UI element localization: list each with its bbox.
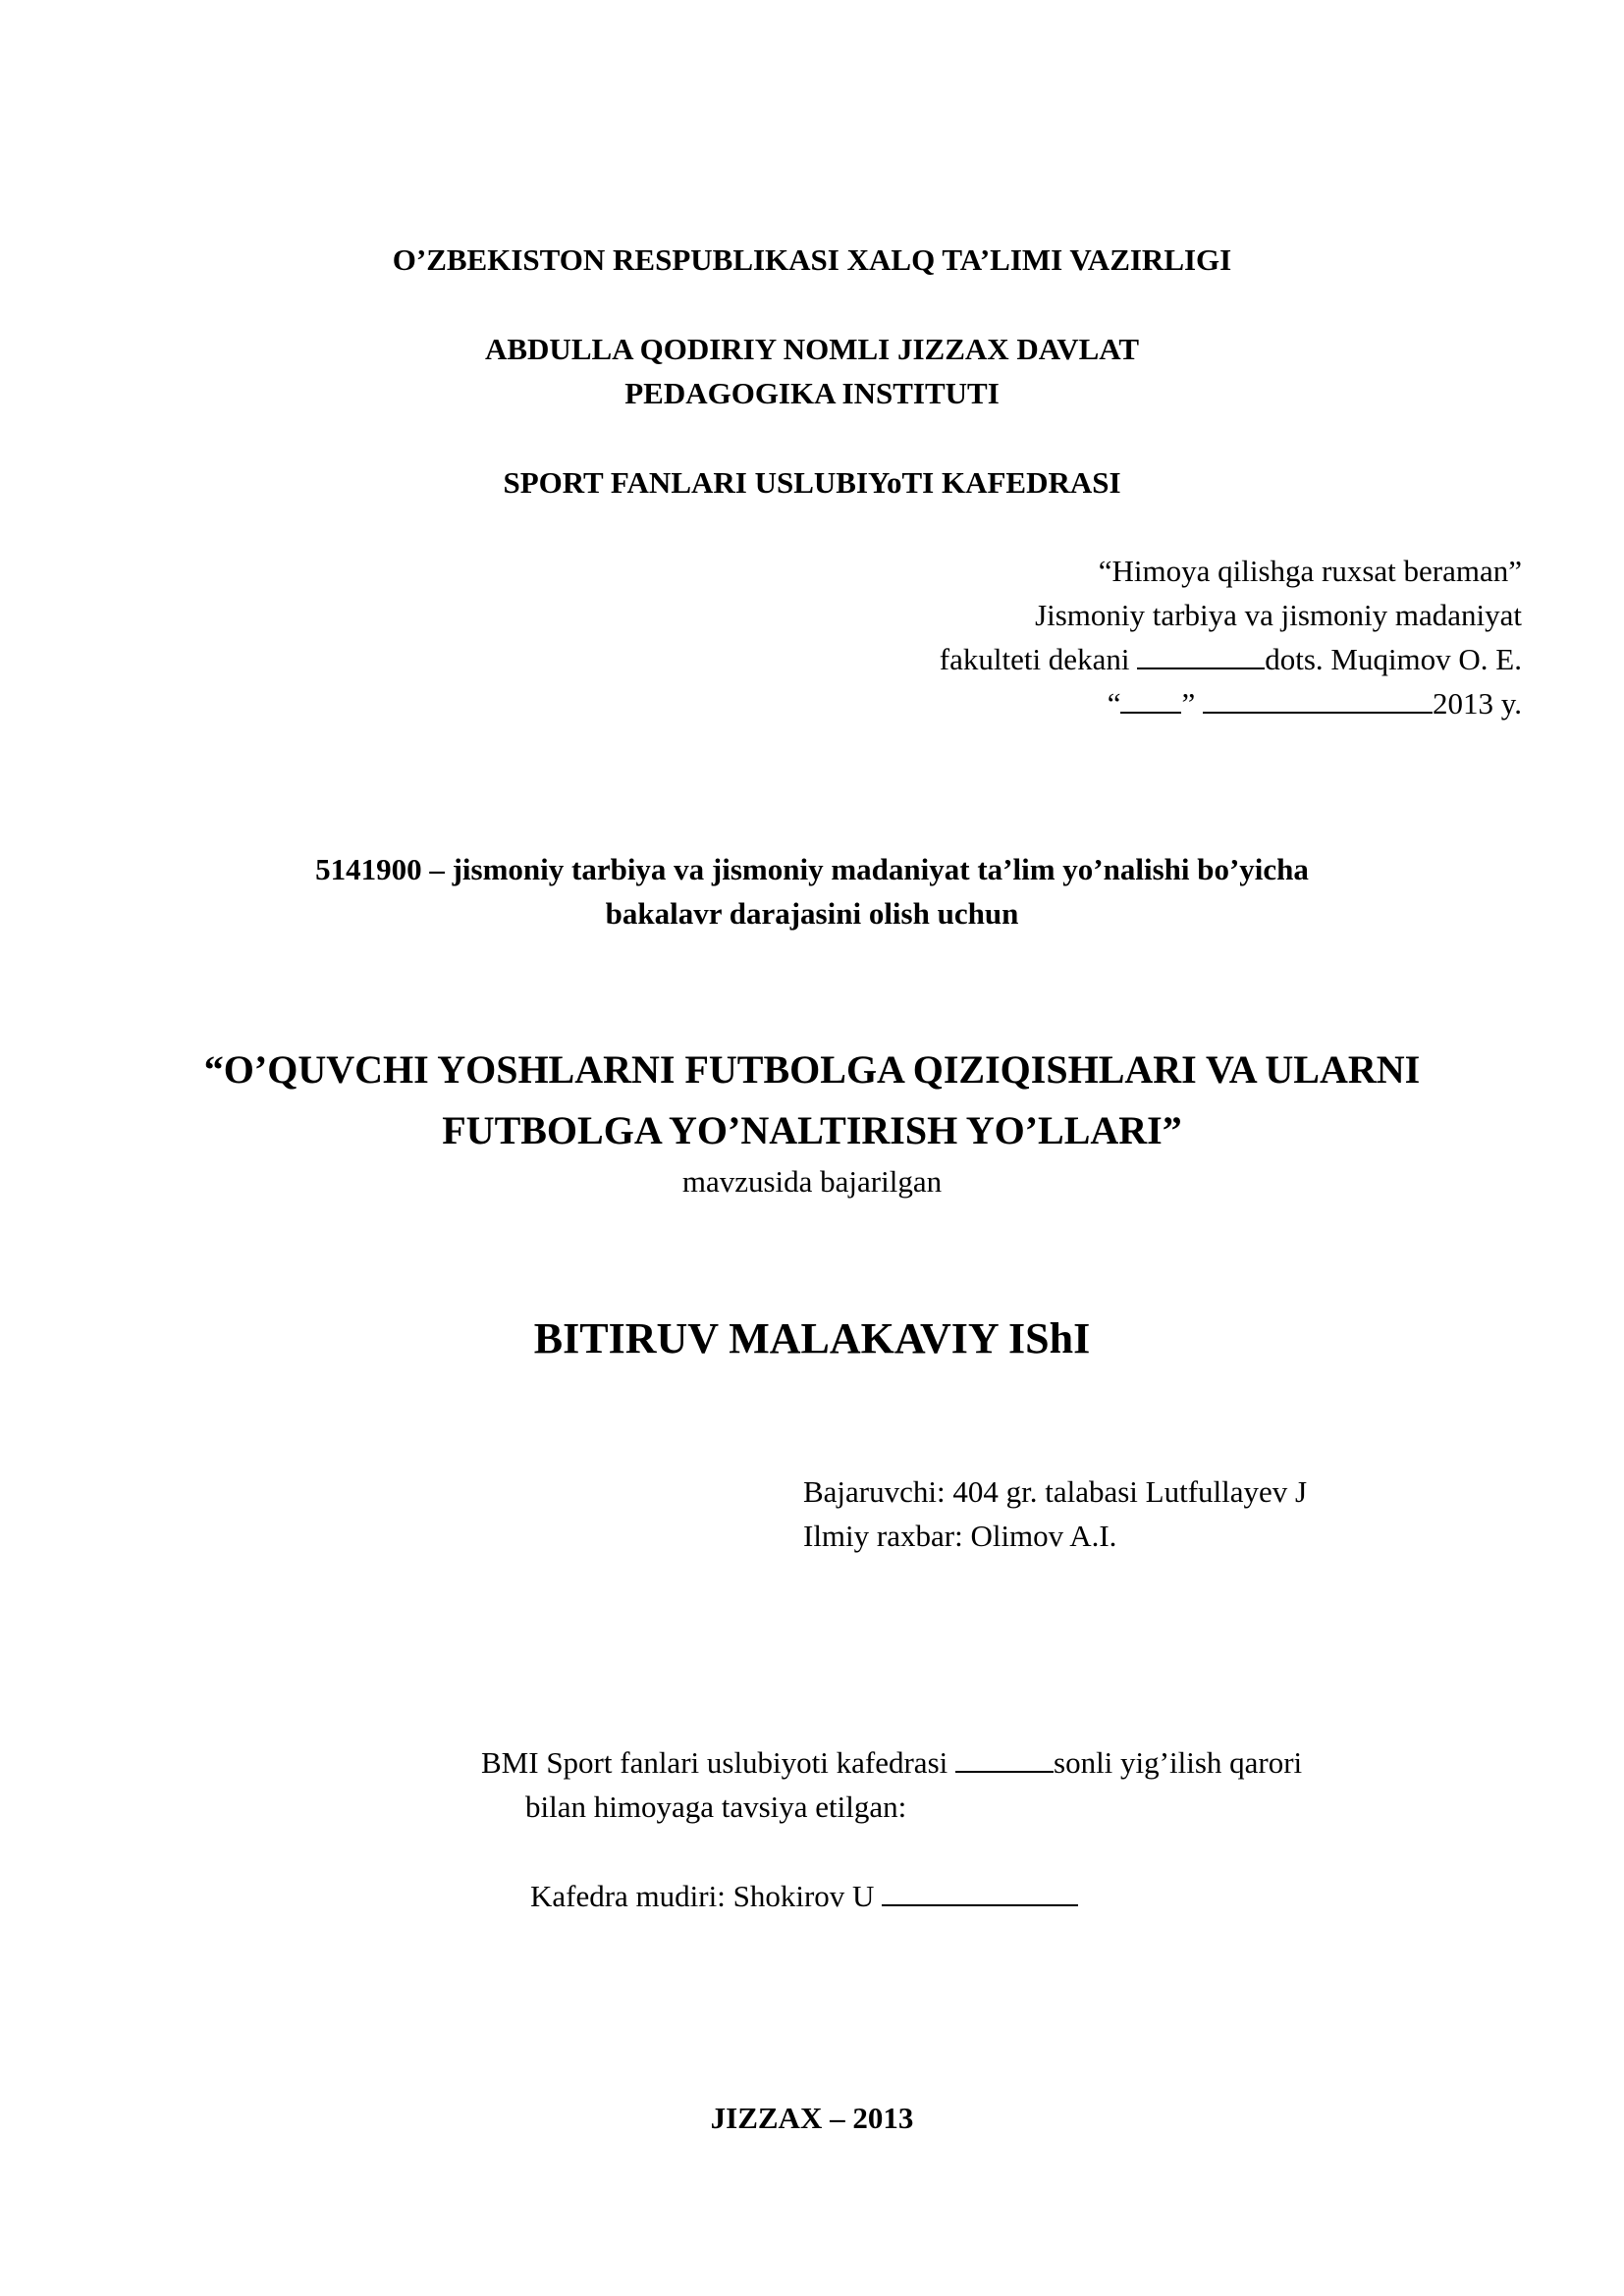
date-year: 2013 y.	[1433, 686, 1522, 721]
month-blank	[1203, 688, 1433, 714]
department-title: SPORT FANLARI USLUBIYoTI KAFEDRASI	[503, 465, 1121, 500]
dean-signature-blank	[1137, 644, 1265, 669]
degree-line1: 5141900 – jismoniy tarbiya va jismoniy madaniyat ta’lim yo’nalishi bo’yicha	[315, 852, 1309, 886]
head-signature-blank	[882, 1881, 1078, 1906]
recommendation-line2: bilan himoyaga tavsiya etilgan:	[525, 1789, 907, 1824]
recommendation-prefix: BMI Sport fanlari uslubiyoti kafedrasi	[481, 1745, 955, 1780]
topic-caption: mavzusida bajarilgan	[681, 1164, 943, 1199]
meeting-number-blank	[955, 1747, 1054, 1773]
approval-date-line	[1108, 684, 1522, 723]
topic-title-line1: “O’QUVCHI YOSHLARNI FUTBOLGA QIZIQISHLARI VA ULARNI	[203, 1047, 1421, 1092]
approval-dean-name: dots. Muqimov O. E.	[1265, 642, 1522, 676]
footer-city-year: JIZZAX – 2013	[710, 2101, 914, 2135]
topic-title-line2: FUTBOLGA YO’NALTIRISH YO’LLARI”	[442, 1108, 1182, 1152]
approval-dean-prefix: fakulteti dekani	[939, 642, 1138, 676]
day-blank	[1120, 688, 1181, 714]
date-open-quote: “	[1107, 686, 1121, 721]
institute-title-line2: PEDAGOGIKA INSTITUTI	[624, 376, 1000, 410]
ministry-title: O’ZBEKISTON RESPUBLIKASI XALQ TA’LIMI VAZIRLIGI	[392, 242, 1232, 277]
head-of-department-line	[530, 1877, 1078, 1916]
head-of-department-label: Kafedra mudiri: Shokirov U	[530, 1879, 883, 1913]
degree-line2: bakalavr darajasini olish uchun	[605, 896, 1019, 931]
date-close-quote: ”	[1181, 686, 1196, 721]
institute-title-line1: ABDULLA QODIRIY NOMLI JIZZAX DAVLAT	[484, 332, 1140, 366]
approval-line1: “Himoya qilishga ruxsat beraman”	[1098, 554, 1522, 588]
approval-dean-line	[940, 640, 1522, 679]
work-type-title: BITIRUV MALAKAVIY IShI	[533, 1314, 1091, 1362]
recommendation-suffix: sonli yig’ilish qarori	[1054, 1745, 1303, 1780]
performer-line: Bajaruvchi: 404 gr. talabasi Lutfullayev J	[803, 1474, 1308, 1509]
supervisor-line: Ilmiy raxbar: Olimov A.I.	[803, 1519, 1117, 1553]
recommendation-line1	[481, 1743, 1302, 1783]
approval-line2: Jismoniy tarbiya va jismoniy madaniyat	[1035, 598, 1522, 632]
